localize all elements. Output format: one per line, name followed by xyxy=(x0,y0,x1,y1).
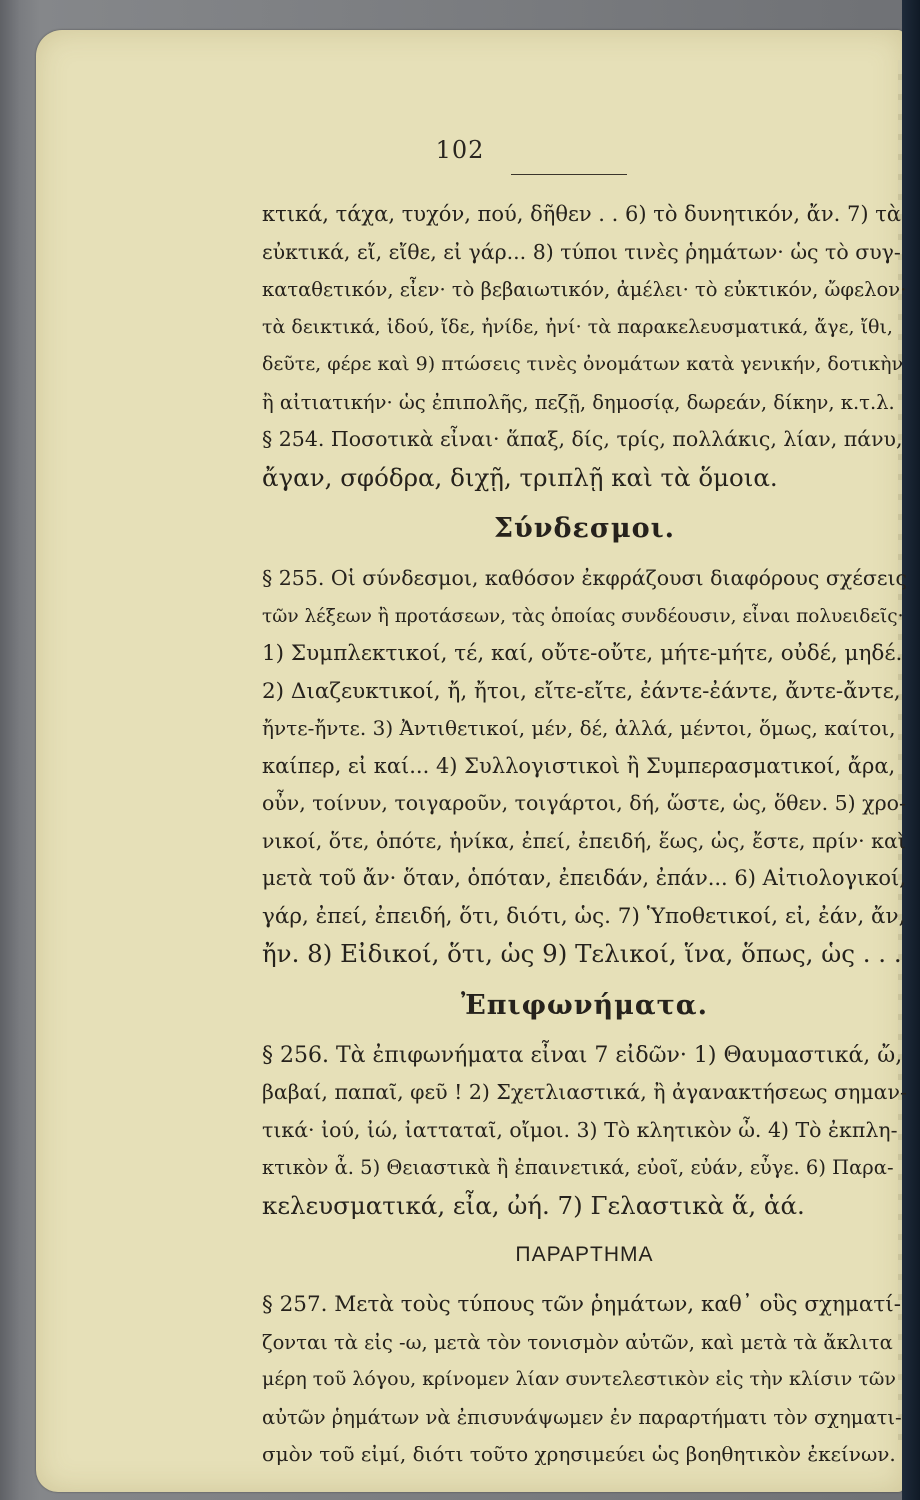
text-line: § 256. Τὰ ἐπιφωνήματα εἶναι 7 εἰδῶν· 1) Θαυμαστικά, ὤ, xyxy=(262,1042,903,1068)
text-line: § 254. Ποσοτικὰ εἶναι· ἅπαξ, δίς, τρίς, πολλάκις, λίαν, πάνυ, xyxy=(262,427,903,451)
text-line: ἤν. 8) Εἰδικοί, ὅτι, ὡς 9) Τελικοί, ἵνα, ὅπως, ὡς . . . xyxy=(262,939,902,968)
page-number: 102 xyxy=(435,136,485,164)
text-line: τὰ δεικτικά, ἰδού, ἴδε, ἠνίδε, ἠνί· τὰ παρακελευσματικά, ἄγε, ἴθι, xyxy=(262,315,893,338)
paragraph-appendix xyxy=(262,1286,907,1474)
section-heading-conjunctions: Σύνδεσμοι. xyxy=(493,513,676,544)
text-line: οὖν, τοίνυν, τοιγαροῦν, τοιγάρτοι, δή, ὥστε, ὡς, ὅθεν. 5) χρο- xyxy=(262,791,906,815)
text-line: δεῦτε, φέρε καὶ 9) πτώσεις τινὲς ὀνομάτων κατὰ γενικήν, δοτικὴν xyxy=(262,353,904,375)
text-line: μετὰ τοῦ ἄν· ὅταν, ὁπόταν, ἐπειδάν, ἐπάν... 6) Αἰτιολογικοί, xyxy=(262,866,906,890)
page-number-rule xyxy=(511,174,627,175)
paragraph-conjunctions xyxy=(262,560,907,973)
text-line: σμὸν τοῦ εἰμί, διότι τοῦτο χρησιμεύει ὡς βοηθητικὸν ἐκείνων. xyxy=(262,1442,896,1466)
appendix-title: ΠΑΡΑΡΤΗΜΑ xyxy=(515,1243,654,1266)
text-line: εὐκτικά, εἴ, εἴθε, εἰ γάρ... 8) τύποι τινὲς ῥημάτων· ὡς τὸ συγ- xyxy=(262,239,901,264)
text-line: τῶν λέξεων ἢ προτάσεων, τὰς ὁποίας συνδέουσιν, εἶναι πολυειδεῖς· xyxy=(262,605,904,627)
text-line: βαβαί, παπαῖ, φεῦ ! 2) Σχετλιαστικά, ἢ ἀγανακτήσεως σημαν- xyxy=(262,1080,907,1104)
text-line: 2) Διαζευκτικοί, ἤ, ἤτοι, εἴτε-εἴτε, ἐάντε-ἐάντε, ἄντε-ἄντε, xyxy=(262,678,901,704)
page-text xyxy=(262,196,907,1474)
paragraph-interjections xyxy=(262,1037,907,1225)
text-line: § 255. Οἱ σύνδεσμοι, καθόσον ἐκφράζουσι διαφόρους σχέσεις xyxy=(262,566,907,590)
text-line: ζονται τὰ εἰς -ω, μετὰ τὸν τονισμὸν αὐτῶν, καὶ μετὰ τὰ ἄκλιτα xyxy=(262,1330,893,1354)
text-line: νικοί, ὅτε, ὁπότε, ἡνίκα, ἐπεί, ἐπειδή, ἕως, ὡς, ἔστε, πρίν· καὶ xyxy=(262,828,906,853)
text-line: καίπερ, εἰ καί... 4) Συλλογιστικοὶ ἢ Συμπερασματικοί, ἄρα, xyxy=(262,753,896,778)
text-line: τικά· ἰού, ἰώ, ἰατταταῖ, οἴμοι. 3) Τὸ κλητικὸν ὦ. 4) Τὸ ἐκπλη- xyxy=(262,1117,898,1142)
text-line: κτικὸν ἆ. 5) Θειαστικὰ ἢ ἐπαινετικά, εὐοῖ, εὐάν, εὖγε. 6) Παρα- xyxy=(262,1156,894,1179)
text-line: γάρ, ἐπεί, ἐπειδή, ὅτι, διότι, ὡς. 7) Ὑποθετικοί, εἰ, ἐάν, ἄν, xyxy=(262,903,906,929)
text-line: 1) Συμπλεκτικοί, τέ, καί, οὔτε-οὔτε, μήτε-μήτε, οὐδέ, μηδέ. xyxy=(262,641,903,666)
text-line: καταθετικόν, εἶεν· τὸ βεβαιωτικόν, ἀμέλει· τὸ εὐκτικόν, ὤφελον· xyxy=(262,278,907,301)
text-line: κτικά, τάχα, τυχόν, πού, δῆθεν . . 6) τὸ δυνητικόν, ἄν. 7) τὰ xyxy=(262,202,901,226)
text-line: ἄγαν, σφόδρα, διχῇ, τριπλῇ καὶ τὰ ὅμοια. xyxy=(262,462,778,492)
text-line: κελευσματικά, εἶα, ὠή. 7) Γελαστικὰ ἅ, ἁά. xyxy=(262,1190,805,1220)
section-heading-interjections: Ἐπιφωνήματα. xyxy=(461,989,708,1021)
text-line: μέρη τοῦ λόγου, κρίνομεν λίαν συντελεστικὸν εἰς τὴν κλίσιν τῶν xyxy=(262,1368,896,1390)
text-line: ἤντε-ἤντε. 3) Ἀντιθετικοί, μέν, δέ, ἀλλά, μέντοι, ὅμως, καίτοι, xyxy=(262,716,896,740)
text-line: § 257. Μετὰ τοὺς τύπους τῶν ῥημάτων, καθ᾽ οὓς σχηματί- xyxy=(262,1292,902,1317)
paragraph-adverbs xyxy=(262,196,907,496)
text-line: ἢ αἰτιατικήν· ὡς ἐπιπολῆς, πεζῇ, δημοσίᾳ, δωρεάν, δίκην, κ.τ.λ. xyxy=(262,390,895,414)
text-line: αὐτῶν ῥημάτων νὰ ἐπισυνάψωμεν ἐν παραρτήματι τὸν σχηματι- xyxy=(262,1405,902,1429)
